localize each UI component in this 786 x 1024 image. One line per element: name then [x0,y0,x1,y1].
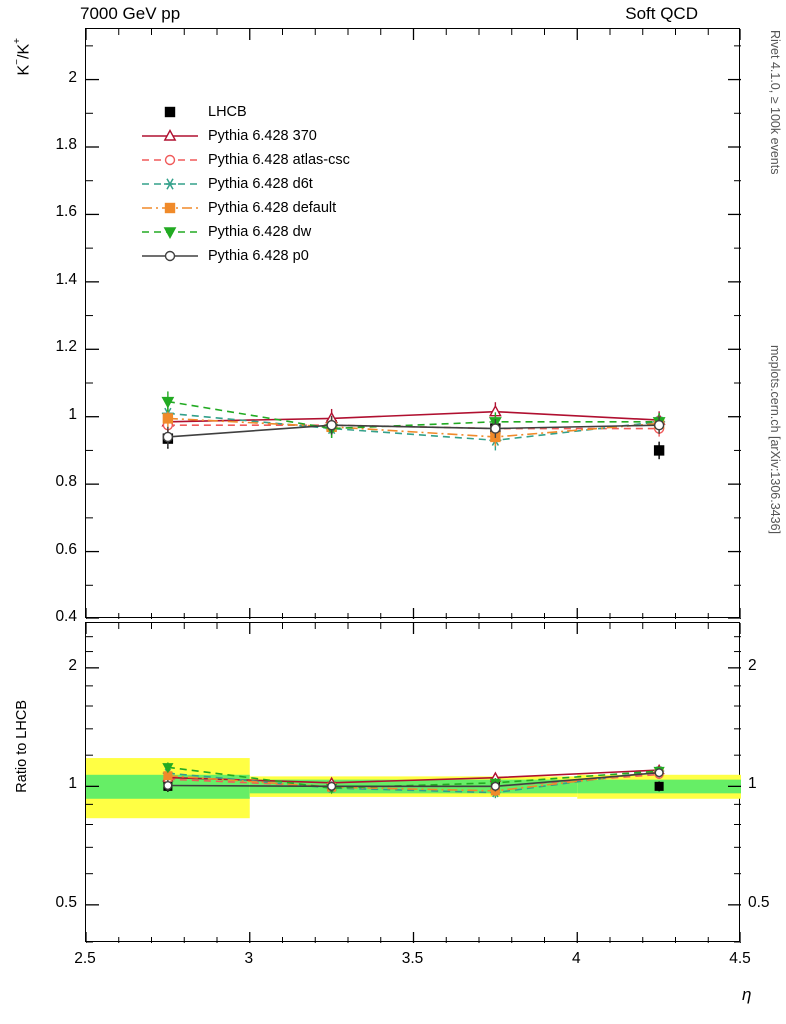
legend-item[interactable] [140,172,350,196]
arxiv-credit: mcplots.cern.ch [arXiv:1306.3436] [768,345,782,534]
y-tick-label-main: 1.2 [55,338,77,356]
legend-label: Pythia 6.428 atlas-csc [208,152,350,168]
x-tick-label: 2.5 [74,950,96,967]
legend-label: Pythia 6.428 dw [208,224,312,240]
y-tick-label-main: 0.6 [55,540,77,558]
rivet-credit: Rivet 4.1.0, ≥ 100k events [768,30,782,175]
legend-item[interactable] [140,148,350,172]
legend-item[interactable] [140,220,350,244]
y-tick-label-ratio: 1 [68,775,77,793]
y-tick-label-main: 0.8 [55,473,77,491]
y-axis-label-ratio: Ratio to LHCB [14,700,30,793]
legend-marker-circle-icon [140,247,200,265]
x-tick-label: 3.5 [401,950,424,967]
legend-label: Pythia 6.428 370 [208,128,317,144]
y-axis-label-main [12,38,33,75]
legend-label: Pythia 6.428 d6t [208,176,313,192]
y-tick-label-main: 1.4 [55,270,77,288]
y-tick-label-main: 1.6 [55,203,77,221]
header-right: Soft QCD [625,4,698,23]
legend-label: Pythia 6.428 p0 [208,248,309,264]
legend-marker-square-icon [140,103,200,121]
legend-marker-triangle-icon [140,127,200,145]
x-tick-label: 3 [244,950,254,967]
y-tick-label-main: 1 [68,405,77,423]
x-tick-label: 4 [571,950,581,967]
x-axis-label: η [742,985,752,1004]
y-tick-label-main: 0.4 [55,608,77,625]
y-axis-label-main-sup1: − [12,58,23,65]
y-tick-label-ratio: 1 [748,775,757,793]
legend-item[interactable] [140,124,350,148]
ratio-plot-panel [85,622,740,942]
legend-item[interactable] [140,100,350,124]
y-tick-label-ratio: 0.5 [748,893,770,911]
legend [140,100,350,268]
y-tick-label-main: 2 [68,68,77,86]
y-tick-label-ratio: 2 [68,656,77,674]
y-axis-label-main-a: K [15,64,33,76]
y-axis-label-main-b: /K [15,43,33,59]
y-tick-label-ratio: 0.5 [55,893,77,911]
legend-item[interactable] [140,196,350,220]
legend-marker-circle-icon [140,151,200,169]
legend-label: Pythia 6.428 default [208,200,337,216]
legend-marker-tridown-icon [140,223,200,241]
legend-marker-star-icon [140,175,200,193]
x-tick-label: 4.5 [729,950,751,967]
ratio-plot-svg [86,623,741,943]
y-tick-label-ratio: 2 [748,656,757,674]
y-tick-label-main: 1.8 [55,136,77,153]
legend-marker-square-icon [140,199,200,217]
header-left: 7000 GeV pp [80,4,181,23]
legend-item[interactable] [140,244,350,268]
legend-label: LHCB [208,104,247,120]
y-axis-label-main-sup2: + [12,38,23,44]
